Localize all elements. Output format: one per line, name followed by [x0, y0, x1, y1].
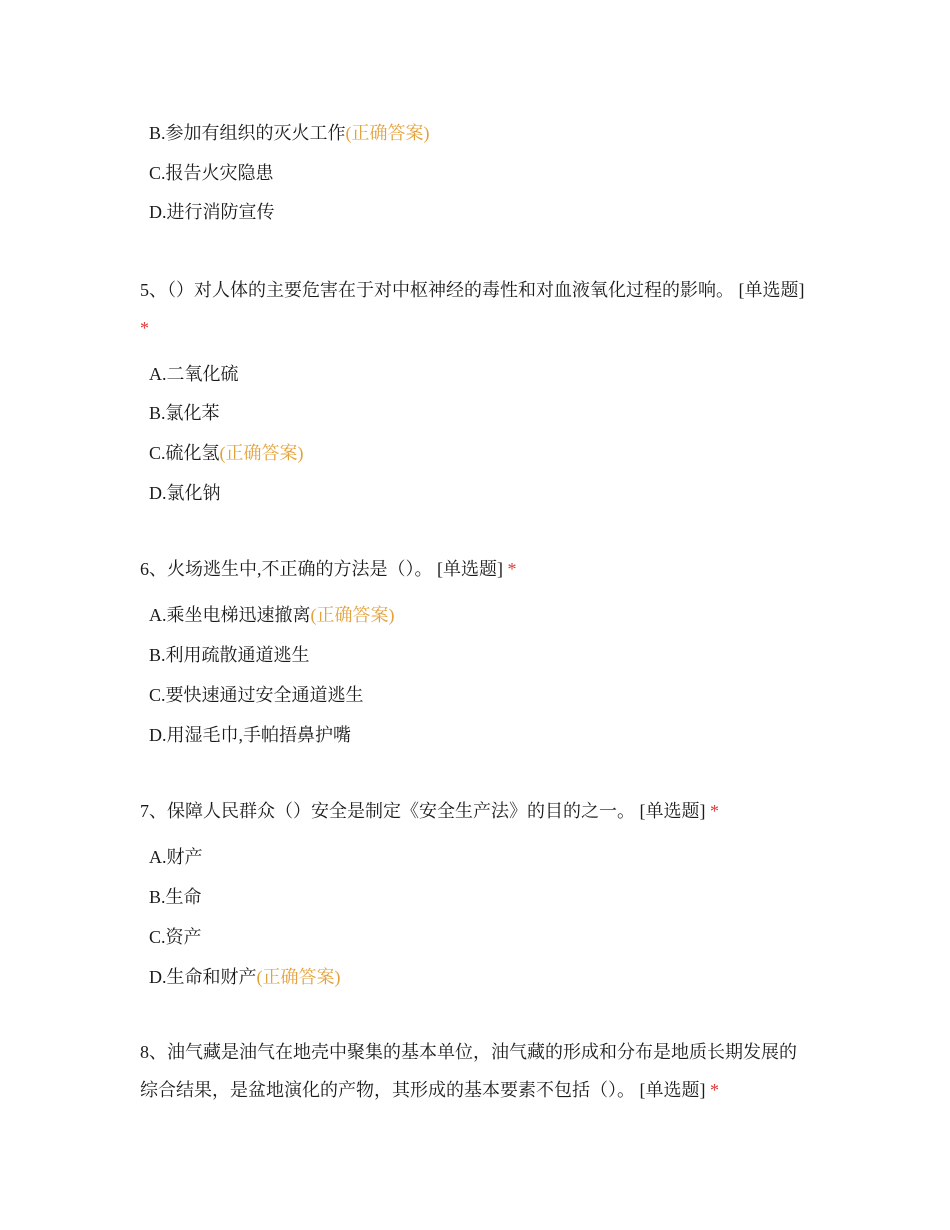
question-text: 7、保障人民群众（）安全是制定《安全生产法》的目的之一。 — [140, 801, 635, 821]
option-text: C.硫化氢 — [149, 443, 220, 463]
option-text: B.参加有组织的灭火工作 — [149, 123, 346, 143]
question-8 — [140, 1033, 810, 1109]
question-5 — [140, 271, 810, 347]
option-c — [149, 441, 304, 465]
option-text: D.生命和财产 — [149, 967, 257, 987]
question-type-tag: [单选题] — [639, 1080, 706, 1100]
option-a — [149, 362, 239, 386]
option-c — [149, 925, 202, 949]
option-b — [149, 885, 202, 909]
correct-answer-mark: (正确答案) — [219, 443, 304, 463]
required-star: * — [140, 318, 149, 338]
option-d — [149, 200, 275, 224]
option-a — [149, 603, 395, 627]
option-text: D.氯化钠 — [149, 483, 221, 503]
question-7 — [140, 792, 810, 830]
correct-answer-mark: (正确答案) — [345, 123, 430, 143]
question-type-tag: [单选题] — [738, 280, 805, 300]
option-c — [149, 683, 364, 707]
option-text: B.利用疏散通道逃生 — [149, 645, 310, 665]
question-type-tag: [单选题] — [639, 801, 706, 821]
question-text: 5、（）对人体的主要危害在于对中枢神经的毒性和对血液氧化过程的影响。 — [140, 280, 734, 300]
option-text: D.用湿毛巾,手帕捂鼻护嘴 — [149, 725, 351, 745]
option-text: A.乘坐电梯迅速撤离 — [149, 605, 311, 625]
option-c — [149, 161, 274, 185]
option-d — [149, 723, 351, 747]
option-b — [149, 643, 310, 667]
correct-answer-mark: (正确答案) — [256, 967, 341, 987]
question-text: 6、火场逃生中,不正确的方法是（）。 — [140, 559, 433, 579]
required-star: * — [710, 801, 719, 821]
option-text: B.氯化苯 — [149, 403, 220, 423]
question-text: 8、油气藏是油气在地壳中聚集的基本单位，油气藏的形成和分布是地质长期发展的综合结果，是盆地演化的产物，其形成的基本要素不包括（）。 — [140, 1042, 797, 1100]
option-text: B.生命 — [149, 887, 202, 907]
option-text: C.报告火灾隐患 — [149, 163, 274, 183]
option-text: D.进行消防宣传 — [149, 202, 275, 222]
question-type-tag: [单选题] — [437, 559, 503, 579]
option-b — [149, 121, 430, 145]
option-d — [149, 965, 341, 989]
option-b — [149, 401, 220, 425]
option-d — [149, 481, 221, 505]
required-star: * — [710, 1080, 719, 1100]
correct-answer-mark: (正确答案) — [310, 605, 395, 625]
option-text: C.资产 — [149, 927, 202, 947]
option-a — [149, 845, 203, 869]
required-star: * — [507, 559, 517, 579]
option-text: A.财产 — [149, 847, 203, 867]
option-text: C.要快速通过安全通道逃生 — [149, 685, 364, 705]
option-text: A.二氧化硫 — [149, 364, 239, 384]
question-6 — [140, 550, 810, 588]
